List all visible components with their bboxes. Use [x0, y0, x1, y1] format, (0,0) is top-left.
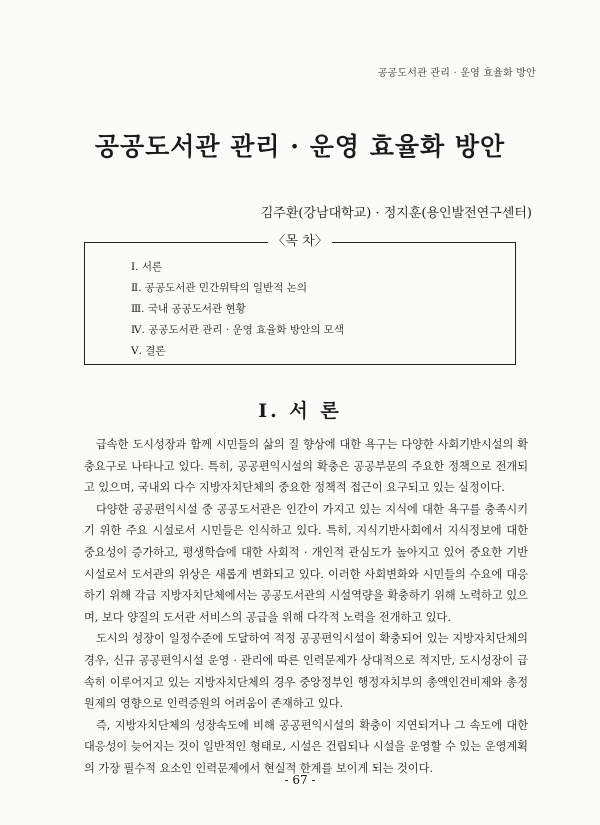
- paragraph: 즉, 지방자치단체의 성장속도에 비해 공공편익시설의 확충이 지연되거나 그 속도에 대한 대응성이 늦어지는 것이 일반적인 형태로, 시설은 건립되나 시설을 운영할 수 있는 운영계획의 가장 필수적 요소인 인력문제에서 현실적 한계를 보이게 되는 것이다.: [84, 718, 528, 775]
- section-heading: Ⅰ. 서 론: [258, 400, 342, 422]
- paper-title: 공공도서관 관리 · 운영 효율화 방안: [94, 132, 506, 161]
- toc-item: Ⅴ. 결론: [131, 345, 166, 357]
- toc-list: [131, 257, 344, 362]
- paragraph: 도시의 성장이 일정수준에 도달하여 적정 공공편익시설이 확충되어 있는 지방자치단체의 경우, 신규 공공편익시설 운영 · 관리에 따른 인력문제가 상대적으로 적지만, 도시성장이 급속히 이루어지고 있는 지방자치단체의 경우 중앙정부인 행정자치부의 총액인건비제와 총정원제의 영향으로 인력증원의 어려움이 존재하고 있다.: [84, 632, 528, 711]
- body-text: [84, 434, 528, 780]
- paragraph: 다양한 공공편익시설 중 공공도서관은 인간이 가지고 있는 지식에 대한 욕구를 충족시키기 위한 주요 시설로서 시민들은 인식하고 있다. 특히, 지식기반사회에서 지식정보에 대한 중요성이 증가하고, 평생학습에 대한 사회적 · 개인적 관심도가 높아지고 있어 중요한 기반시설로서 도서관의 위상은 새롭게 변화되고 있다. 이러한 사회변화와 시민들의 수요에 대응하기 위해 각급 지방자치단체에서는 공공도서관의 시설역량을 확충하기 위해 노력하고 있으며, 보다 양질의 도서관 서비스의 공급을 위해 다각적 노력을 전개하고 있다.: [84, 502, 528, 624]
- toc-item: Ⅲ. 국내 공공도서관 현황: [131, 303, 246, 315]
- toc-item: Ⅰ. 서론: [131, 261, 163, 273]
- paragraph: 급속한 도시성장과 함께 시민들의 삶의 질 향상에 대한 욕구는 다양한 사회기반시설의 확충요구로 나타나고 있다. 특히, 공공편익시설의 확충은 공공부문의 주요한 정책으로 전개되고 있으며, 국내외 다수 지방자치단체의 중요한 정책적 접근이 요구되고 있는 실정이다.: [84, 438, 528, 495]
- toc-header: [85, 233, 515, 251]
- page-number: - 67 -: [284, 773, 316, 787]
- toc-header-label: 〈목 차〉: [268, 234, 331, 249]
- toc-item: Ⅱ. 공공도서관 민간위탁의 일반적 논의: [131, 282, 307, 294]
- authors: 김주환(강남대학교) · 정지훈(용인발전연구센터): [260, 206, 532, 221]
- toc-item: Ⅳ. 공공도서관 관리 · 운영 효율화 방안의 모색: [131, 324, 344, 336]
- table-of-contents: [84, 234, 516, 365]
- running-head: 공공도서관 관리 · 운영 효율화 방안: [377, 68, 536, 79]
